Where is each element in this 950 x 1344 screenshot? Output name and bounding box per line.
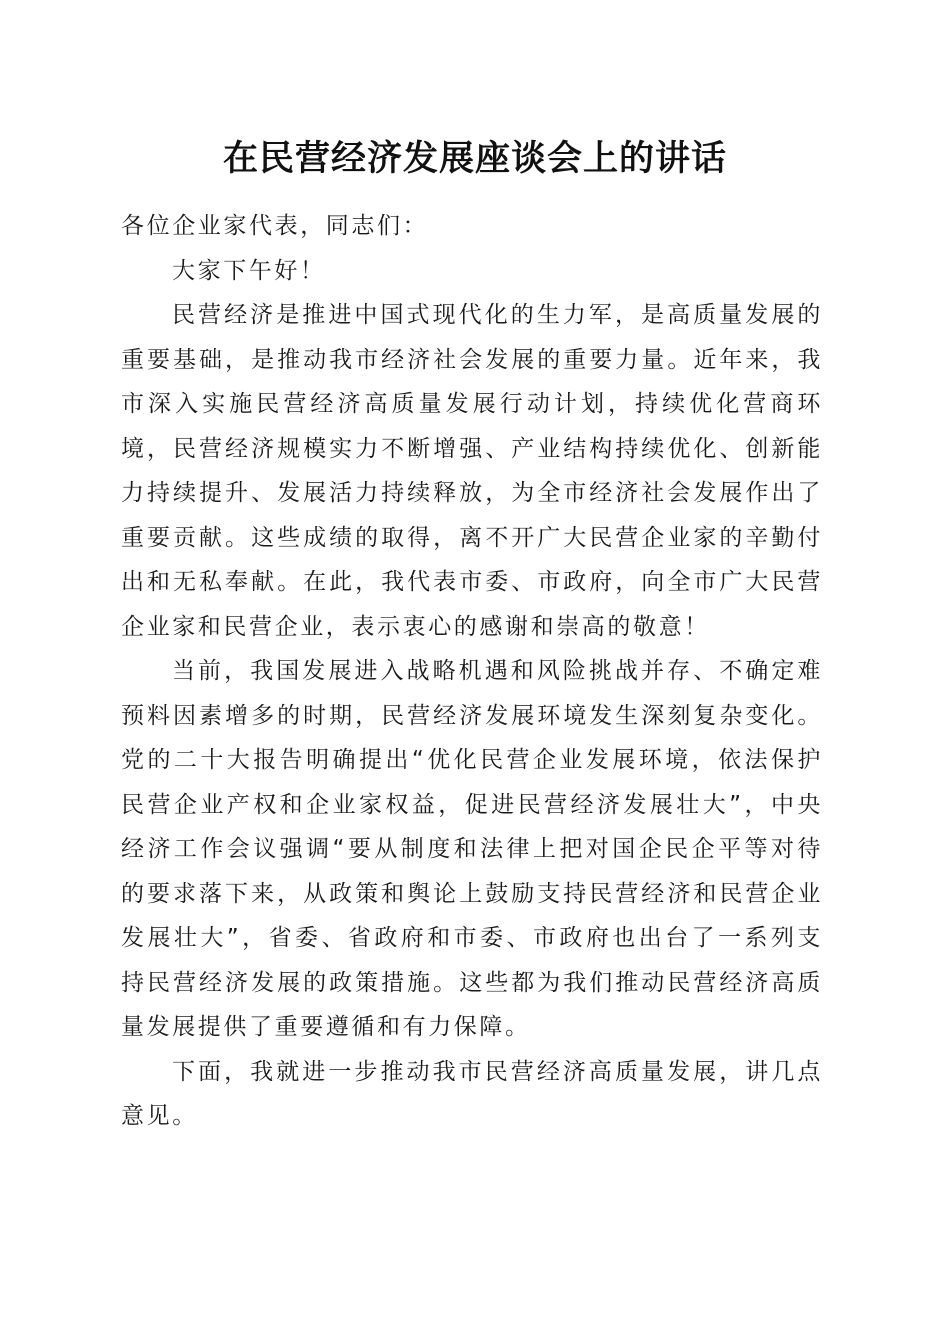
paragraph-greeting: 大家下午好！ <box>172 257 326 284</box>
document-title: 在民营经济发展座谈会上的讲话 <box>222 138 727 179</box>
salutation: 各位企业家代表，同志们： <box>121 213 429 239</box>
document-body <box>121 204 823 1139</box>
paragraph-current-situation: 当前，我国发展进入战略机遇和风险挑战并存、不确定难预料因素增多的时期，民营经济发展环境发生深刻复杂变化。党的二十大报告明确提出“优化民营企业发展环境，依法保护民营企业产权和企业家权益，促进民营经济发展壮大”，中央经济工作会议强调“要从制度和法律上把对国企民企平等对待的要求落下来，从政策和舆论上鼓励支持民营经济和民营企业发展壮大”，省委、省政府和市委、市政府也出台了一系列支持民营经济发展的政策措施。这些都为我们推动民营经济高质量发展提供了重要遵循和有力保障。 <box>121 658 823 1040</box>
paragraph-transition: 下面，我就进一步推动我市民营经济高质量发展，讲几点意见。 <box>121 1058 823 1129</box>
paragraph-achievements: 民营经济是推进中国式现代化的生力军，是高质量发展的重要基础，是推动我市经济社会发展的重要力量。近年来，我市深入实施民营经济高质量发展行动计划，持续优化营商环境，民营经济规模实力不断增强、产业结构持续优化、创新能力持续提升、发展活力持续释放，为全市经济社会发展作出了重要贡献。这些成绩的取得，离不开广大民营企业家的辛勤付出和无私奉献。在此，我代表市委、市政府，向全市广大民营企业家和民营企业，表示衷心的感谢和崇高的敬意！ <box>121 302 823 640</box>
